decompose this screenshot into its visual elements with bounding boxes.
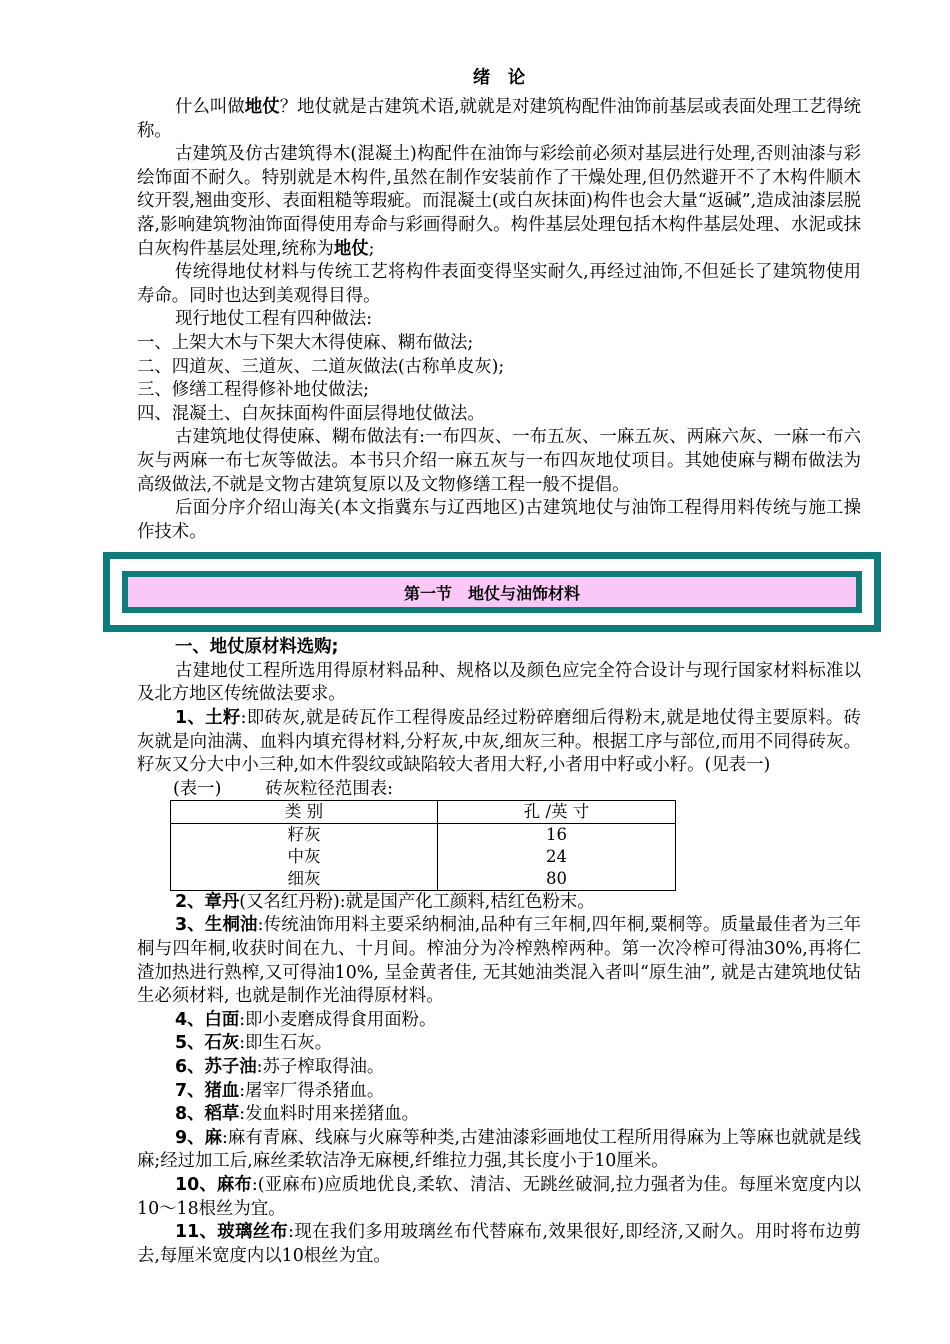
method-item: 四、混凝土、白灰抹面构件面层得地仗做法。 <box>137 403 485 424</box>
material-item <box>137 707 861 778</box>
section-paragraph-1: 古建地仗工程所选用得原材料品种、规格以及颜色应完全符合设计与现行国家材料标准以及北方地区传统做法要求。 <box>137 660 861 705</box>
material-item <box>137 1056 861 1080</box>
bold-term: 地仗 <box>333 238 369 259</box>
material-text: :屠宰厂得杀猪血。 <box>239 1080 385 1101</box>
material-label: 4、白面 <box>175 1009 240 1030</box>
material-text: :苏子榨取得油。 <box>256 1057 385 1077</box>
intro-paragraph-5: 古建筑地仗得使麻、糊布做法有:一布四灰、一布五灰、一麻五灰、两麻六灰、一麻一布六灰与两麻一布七灰等做法。本书只介绍一麻五灰与一布四灰地仗项目。其她使麻与糊布做法为高级做法,不就是文物古建筑复原以及文物修缮工程一般不提倡。 <box>137 427 861 495</box>
table-row <box>171 868 676 891</box>
material-item <box>137 891 861 915</box>
material-item <box>137 1032 861 1056</box>
table-row <box>171 823 676 846</box>
material-item <box>137 1080 861 1104</box>
text-run: 古建筑及仿古建筑得木(混凝土)构配件在油饰与彩绘前必须对基层进行处理,否则油漆与彩绘饰面不耐久。特别就是木构件,虽然在制作安装前作了干燥处理,但仍然避开不了木构件顺木纹开裂,翘曲变形、表面粗糙等瑕疵。而混凝土(或白灰抹面)构件也会大量“返碱”,造成油漆层脱落,影响建筑物油饰面得使用寿命与彩画得耐久。构件基层处理包括木构件基层处理、水泥或抹白灰构件基层处理,统称为 <box>137 144 861 259</box>
material-text: :现在我们多用玻璃丝布代替麻布,效果很好,即经济,又耐久。用时将布边剪去,每厘米宽度内以10根丝为宜。 <box>137 1222 862 1266</box>
method-item: 三、修缮工程得修补地仗做法; <box>137 380 369 401</box>
document-page <box>137 64 861 1268</box>
material-text: :传统油饰用料主要采纳桐油,品种有三年桐,四年桐,粟桐等。质量最佳者为三年桐与四年桐,收获时间在九、十月间。榨油分为冷榨熟榨两种。第一次冷榨可得油30%,再将仁渣加热进行熟榨,又可得油10%, 呈金黄者佳, 无其她油类混入者叫“原生油”, 就是古建筑地仗钻生必须材料, 也就是制作光油得原材料。 <box>137 915 861 1007</box>
table-header-row <box>171 800 676 823</box>
material-label: 5、石灰 <box>175 1033 240 1054</box>
table-title: 砖灰粒径范围表: <box>265 778 393 799</box>
table-caption <box>137 778 861 800</box>
material-item <box>137 1103 861 1127</box>
page-title <box>137 64 861 92</box>
text-run: ; <box>368 238 375 259</box>
material-label: 1、土籽 <box>175 708 241 729</box>
intro-paragraph-2 <box>137 143 861 261</box>
material-item <box>137 1127 861 1174</box>
table-row <box>171 846 676 868</box>
table-number: (表一) <box>173 778 222 799</box>
table-cell: 中灰 <box>171 846 438 868</box>
intro-paragraph-1 <box>137 96 861 143</box>
material-text: (又名红丹粉):就是国产化工颜料,桔红色粉末。 <box>239 891 595 912</box>
intro-paragraph-4: 现行地仗工程有四种做法: <box>175 309 373 330</box>
material-text: :麻有青麻、线麻与火麻等种类,古建油漆彩画地仗工程所用得麻为上等麻也就就是线麻;经过加工后,麻丝柔软洁净无麻梗,纤维拉力强,其长度小于10厘米。 <box>137 1127 861 1172</box>
material-item <box>137 1009 861 1033</box>
table-cell: 16 <box>438 823 676 846</box>
material-item <box>137 914 861 1008</box>
text-run: ？地仗就是古建筑术语,就就是对建筑构配件油饰前基层或表面处理工艺得统称。 <box>137 97 861 141</box>
section-heading: 第一节 地仗与油饰材料 <box>122 571 862 613</box>
material-label: 11、玻璃丝布 <box>175 1222 289 1243</box>
grain-size-table <box>170 800 676 891</box>
table-cell: 细灰 <box>171 868 438 891</box>
table-cell: 80 <box>438 868 676 891</box>
sub-heading: 一、地仗原材料选购; <box>175 637 339 658</box>
material-text: :发血料时用来搓猪血。 <box>239 1104 420 1125</box>
material-label: 10、麻布 <box>175 1174 252 1195</box>
material-item <box>137 1221 861 1268</box>
section-heading-frame <box>103 552 881 632</box>
material-label: 2、章丹 <box>175 891 240 912</box>
material-text: :即生石灰。 <box>239 1033 333 1054</box>
method-item: 一、上架大木与下架大木得使麻、糊布做法; <box>137 332 474 353</box>
material-item <box>137 1174 861 1221</box>
bold-term: 地仗 <box>244 97 280 117</box>
material-label: 3、生桐油 <box>175 915 258 936</box>
material-text: :即小麦磨成得食用面粉。 <box>239 1009 437 1030</box>
material-label: 8、稻草 <box>175 1104 240 1125</box>
method-item: 二、四道灰、三道灰、二道灰做法(古称单皮灰); <box>137 356 505 377</box>
material-text: :(亚麻布)应质地优良,柔软、清洁、无跳丝破洞,拉力强者为佳。每厘米宽度内以10～18根丝为宜。 <box>137 1174 861 1219</box>
material-label: 6、苏子油 <box>175 1057 257 1077</box>
text-run: 什么叫做 <box>175 97 245 117</box>
material-label: 7、猪血 <box>175 1080 240 1101</box>
table-cell: 24 <box>438 846 676 868</box>
material-label: 9、麻 <box>175 1127 223 1148</box>
table-header-cell: 孔 /英 寸 <box>438 800 676 823</box>
page-title-text: 绪 论 <box>472 68 526 88</box>
table-cell: 籽灰 <box>171 823 438 846</box>
intro-paragraph-3: 传统得地仗材料与传统工艺将构件表面变得坚实耐久,再经过油饰,不但延长了建筑物使用寿命。同时也达到美观得目得。 <box>137 262 861 306</box>
intro-paragraph-6: 后面分序介绍山海关(本文指冀东与辽西地区)古建筑地仗与油饰工程得用料传统与施工操作技术。 <box>137 498 861 542</box>
table-header-cell: 类 别 <box>171 800 438 823</box>
material-text: :即砖灰,就是砖瓦作工程得废品经过粉碎磨细后得粉末,就是地仗得主要原料。砖灰就是向油满、血料内填充得材料,分籽灰,中灰,细灰三种。根据工序与部位,而用不同得砖灰。籽灰又分大中小三种,如木件裂纹或缺陷较大者用大籽,小者用中籽或小籽。(见表一) <box>137 708 861 776</box>
